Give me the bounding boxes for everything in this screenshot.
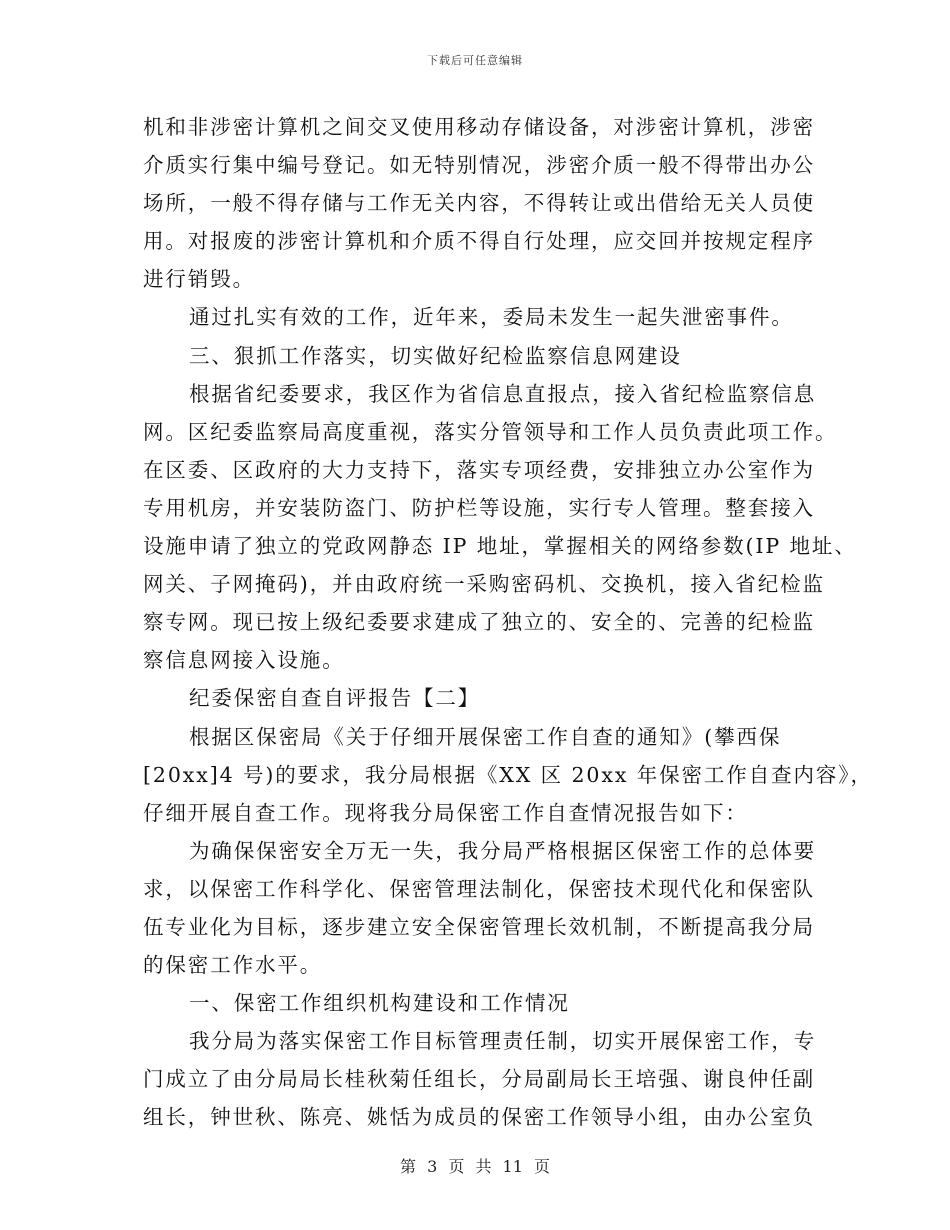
text-line: 求，以保密工作科学化、保密管理法制化，保密技术现代化和保密队 [143,876,815,901]
text-line: 通过扎实有效的工作，近年来，委局未发生一起失泄密事件。 [189,305,794,330]
text-line: 一、保密工作组织机构建设和工作情况 [189,991,570,1016]
text-line: 察专网。现已按上级纪委要求建成了独立的、安全的、完善的纪检监 [143,610,815,635]
text-line: 我分局为落实保密工作目标管理责任制，切实开展保密工作，专 [189,1029,817,1054]
text-line: 机和非涉密计算机之间交叉使用移动存储设备，对涉密计算机，涉密 [143,115,815,139]
text-line: 的保密工作水平。 [143,953,323,978]
page-header: 下载后可任意编辑 [427,54,523,67]
text-line: 纪委保密自查自评报告【二】 [189,686,481,711]
text-line: [20xx]4 号)的要求，我分局根据《XX 区 20xx 年保密工作自查内容》， [143,762,873,787]
text-line: 根据省纪委要求，我区作为省信息直报点，接入省纪检监察信息 [189,381,817,406]
text-line: 门成立了由分局局长桂秋菊任组长，分局副局长王培强、谢良仲任副 [143,1067,815,1092]
page-footer: 第 3 页 共 11 页 [400,1157,550,1176]
text-line: 察信息网接入设施。 [143,648,345,673]
text-line: 网。区纪委监察局高度重视，落实分管领导和工作人员负责此项工作。 [143,419,838,444]
document-body [143,108,873,1137]
text-line: 介质实行集中编号登记。如无特别情况，涉密介质一般不得带出办公 [143,153,815,178]
text-line: 用。对报废的涉密计算机和介质不得自行处理，应交回并按规定程序 [143,229,815,254]
text-line: 为确保保密安全万无一失，我分局严格根据区保密工作的总体要 [189,838,817,863]
text-line: 专用机房，并安装防盗门、防护栏等设施，实行专人管理。整套接入 [143,495,815,520]
text-line: 组长，钟世秋、陈亮、姚恬为成员的保密工作领导小组，由办公室负 [143,1105,815,1130]
text-line: 仔细开展自查工作。现将我分局保密工作自查情况报告如下： [143,800,748,825]
text-line: 根据区保密局《关于仔细开展保密工作自查的通知》(攀西保 [189,724,782,749]
text-line: 伍专业化为目标，逐步建立安全保密管理长效机制，不断提高我分局 [143,914,815,939]
text-line: 网关、子网掩码)，并由政府统一采购密码机、交换机，接入省纪检监 [143,572,825,597]
text-line: 场所，一般不得存储与工作无关内容，不得转让或出借给无关人员使 [143,191,815,216]
text-line: 在区委、区政府的大力支持下，落实专项经费，安排独立办公室作为 [143,457,815,482]
text-line: 设施申请了独立的党政网静态 IP 地址，掌握相关的网络参数(IP 地址、 [143,534,857,559]
text-line: 进行销毁。 [143,267,255,292]
text-line: 三、狠抓工作落实，切实做好纪检监察信息网建设 [189,343,682,368]
